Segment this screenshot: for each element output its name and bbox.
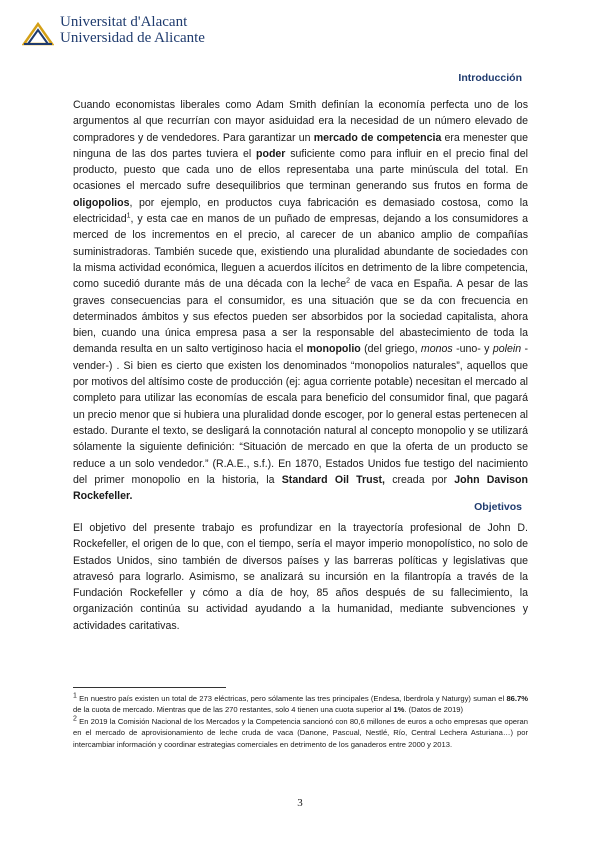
section-heading-objetivos: Objetivos	[474, 501, 522, 513]
footnote-ref-2: 2	[346, 277, 351, 285]
page-number: 3	[297, 797, 303, 809]
university-emblem-icon	[22, 18, 54, 46]
logo-line-2: Universidad de Alicante	[60, 30, 205, 46]
footnote-2: $^2$ En 2019 la Comisión Nacional de los Mercados y la Competencia sancionó con 80,6 millones de euros a ocho empresas que operan en el mercado de aprovisionamiento de leche cruda de vaca (Danone, Pascual, Nestlé, Río, Central Lechera Asturiana…) por intercambiar información y coordinar estrategias comerciales en detrimento de los ganaderos entre 2000 y 2013.	[73, 715, 528, 749]
footnote-ref-1: 1	[126, 212, 131, 220]
footnotes	[73, 693, 528, 750]
logo-line-1: Universitat d'Alacant	[60, 14, 188, 30]
university-logo	[22, 8, 252, 52]
footnote-divider	[73, 687, 226, 688]
paragraph-introduccion: Cuando economistas liberales como Adam Smith definían la economía perfecta uno de los argumentos al que recurrían con mayor asiduidad era la necesidad de un número elevado de compradores y de vendedores. Para garantizar un mercado de competencia era menester que ninguna de las dos partes tuviera el poder suficiente como para influir en el precio final del producto, puesto que cada uno de ellos representaba una parte minúscula del total. En ocasiones el mercado sufre desequilibrios que terminan generando sus frutos en forma de oligopolios, por ejemplo, en productos cuya fabricación es demasiado costosa, como la electricidad$^1$, y esta cae en manos de un puñado de empresas, dejando a los consumidores a merced de los incrementos en el precio, al carecer de un abanico amplio de compañías suministradoras. También sucede que, existiendo una pluralidad abundante de sociedades con la misma actividad económica, lleguen a acuerdos ilícitos en detrimento de la libre competencia, como sucedió durante más de una década con la leche$^2$ de vaca en España. A pesar de las graves consecuencias para el consumidor, es una situación que se da con frecuencia en determinados ámbitos y sus efectos pueden ser absorbidos por la sociedad capitalista, ahora bien, cuando una única empresa pasa a ser la responsable del abastecimiento de toda la demanda resulta en un salto vertiginoso hacia el monopolio (del griego, monos -uno- y polein -vender-) . Si bien es cierto que existen los denominados “monopolios naturales”, aquellos que por motivos del altísimo coste de producción (ej: agua corriente potable) necesitan el mercado al completo para utilizar las economías de escala para beneficio del consumidor final, que pagará un precio menor que si hubiera una pluralidad donde escoger, por lo general estas pertenecen al estado. Durante el texto, se desligará la connotación natural al concepto monopolio y se utilizará sólamente la siguiente definición: “Situación de mercado en que la oferta de un producto se reduce a un solo vendedor.” (R.A.E., s.f.). En 1870, Estados Unidos fue testigo del nacimiento del primer monopolio en la historia, la Standard Oil Trust, creada por John Davison Rockefeller.	[73, 99, 529, 503]
paragraph-objetivos: El objetivo del presente trabajo es profundizar en la trayectoría profesional de John D. Rockefeller, el origen de lo que, con el tiempo, sería el mayor imperio monopolístico, no solo de Estados Unidos, sino también de diversos países y las barreras políticas y legislativas que atravesó para lograrlo. Asimismo, se analizará su incursión en la filantropía a través de la Fundación Rockefeller y cómo a día de hoy, 85 años después de su fallecimiento, la organización continúa su actividad ayudando a la humanidad, mediante subvenciones y actividades caritativas.	[73, 522, 528, 632]
section-heading-introduccion: Introducción	[458, 72, 522, 84]
footnote-1: $^1$ En nuestro país existen un total de 273 eléctricas, pero sólamente las tres principales (Endesa, Iberdrola y Naturgy) suman el 86.7% de la cuota de mercado. Mientras que de las 270 restantes, solo 4 tienen una cuota superior al 1%. (Datos de 2019)	[73, 692, 528, 715]
